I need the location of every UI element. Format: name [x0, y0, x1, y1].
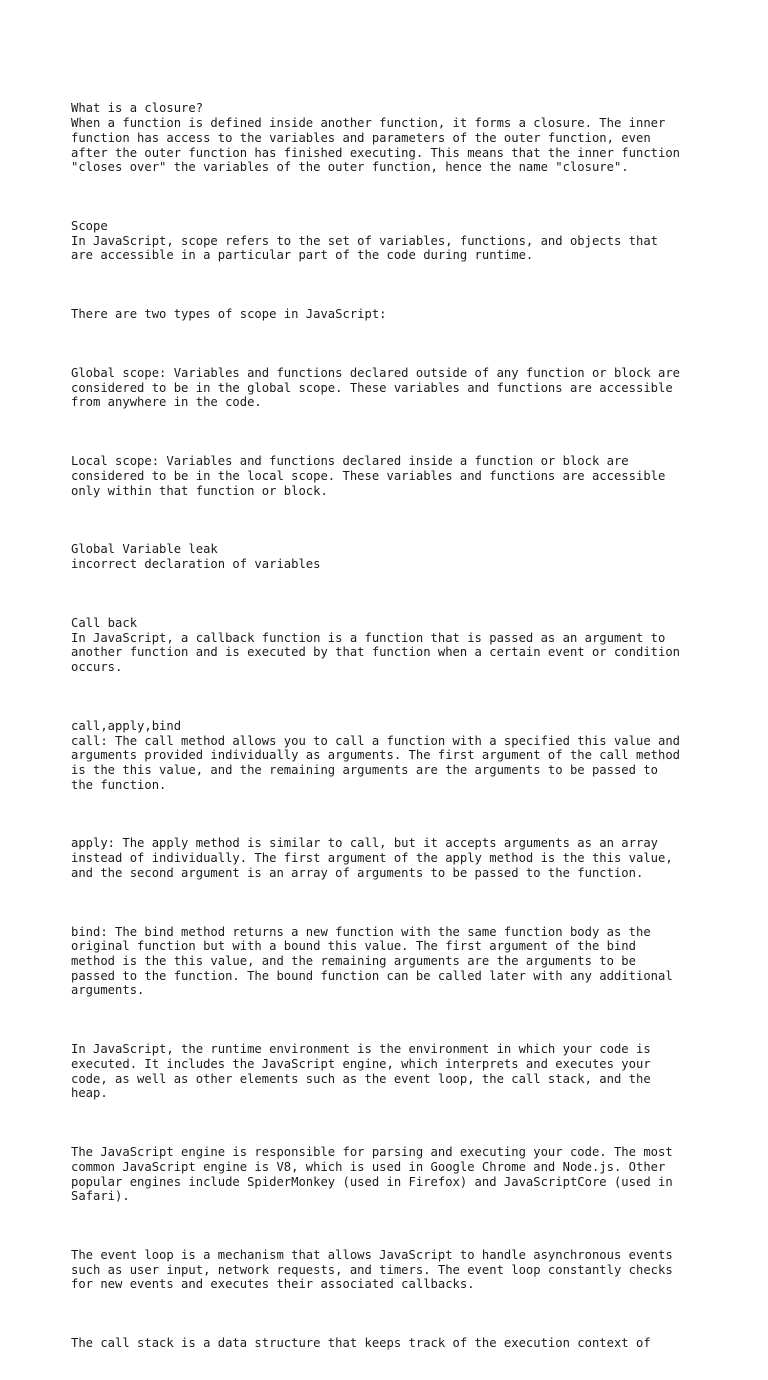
paragraph-global-variable-leak: Global Variable leak incorrect declaration of variables	[71, 542, 321, 572]
paragraph-call-apply-bind: call,apply,bind call: The call method allows you to call a function with a specified this value and arguments provided individually as arguments. The first argument of the call method is the this value, and the remaining arguments are the arguments to be passed to the function.	[71, 718, 681, 792]
paragraph-apply: apply: The apply method is similar to call, but it accepts arguments as an array instead of individually. The first argument of the apply method is the this value, and the second argument is an array of arguments to be passed to the function.	[71, 836, 673, 880]
paragraph-bind: bind: The bind method returns a new function with the same function body as the original function but with a bound this value. The first argument of the bind method is the this value, and the remaining arguments are the arguments to be passed to the function. The bound function can be called later with any additional arguments.	[71, 924, 673, 998]
paragraph-global-scope: Global scope: Variables and functions declared outside of any function or block are considered to be in the global scope. These variables and functions are accessible from anywhere in the code.	[71, 366, 681, 410]
paragraph-scope-types: There are two types of scope in JavaScript:	[71, 307, 387, 322]
paragraph-closure: What is a closure? When a function is defined inside another function, it forms a closure. The inner function has access to the variables and parameters of the outer function, even after the outer function has finished executing. This means that the inner function "closes over" the variables of the outer function, hence the name "closure".	[71, 101, 681, 175]
paragraph-runtime-environment: In JavaScript, the runtime environment is the environment in which your code is executed. It includes the JavaScript engine, which interprets and executes your code, as well as other elements such as the event loop, the call stack, and the heap.	[71, 1042, 651, 1101]
paragraph-javascript-engine: The JavaScript engine is responsible for parsing and executing your code. The most common JavaScript engine is V8, which is used in Google Chrome and Node.js. Other popular engines include SpiderMonkey (used in Firefox) and JavaScriptCore (used in Safari).	[71, 1145, 673, 1204]
document-body	[71, 72, 731, 1380]
paragraph-event-loop: The event loop is a mechanism that allows JavaScript to handle asynchronous events such as user input, network requests, and timers. The event loop constantly checks for new events and executes their associated callbacks.	[71, 1248, 673, 1292]
paragraph-scope: Scope In JavaScript, scope refers to the set of variables, functions, and objects that are accessible in a particular part of the code during runtime.	[71, 219, 658, 263]
paragraph-local-scope: Local scope: Variables and functions declared inside a function or block are considered to be in the local scope. These variables and functions are accessible only within that function or block.	[71, 454, 666, 498]
paragraph-call-stack: The call stack is a data structure that keeps track of the execution context of	[71, 1336, 651, 1351]
paragraph-callback: Call back In JavaScript, a callback function is a function that is passed as an argument to another function and is executed by that function when a certain event or condition occurs.	[71, 615, 681, 675]
